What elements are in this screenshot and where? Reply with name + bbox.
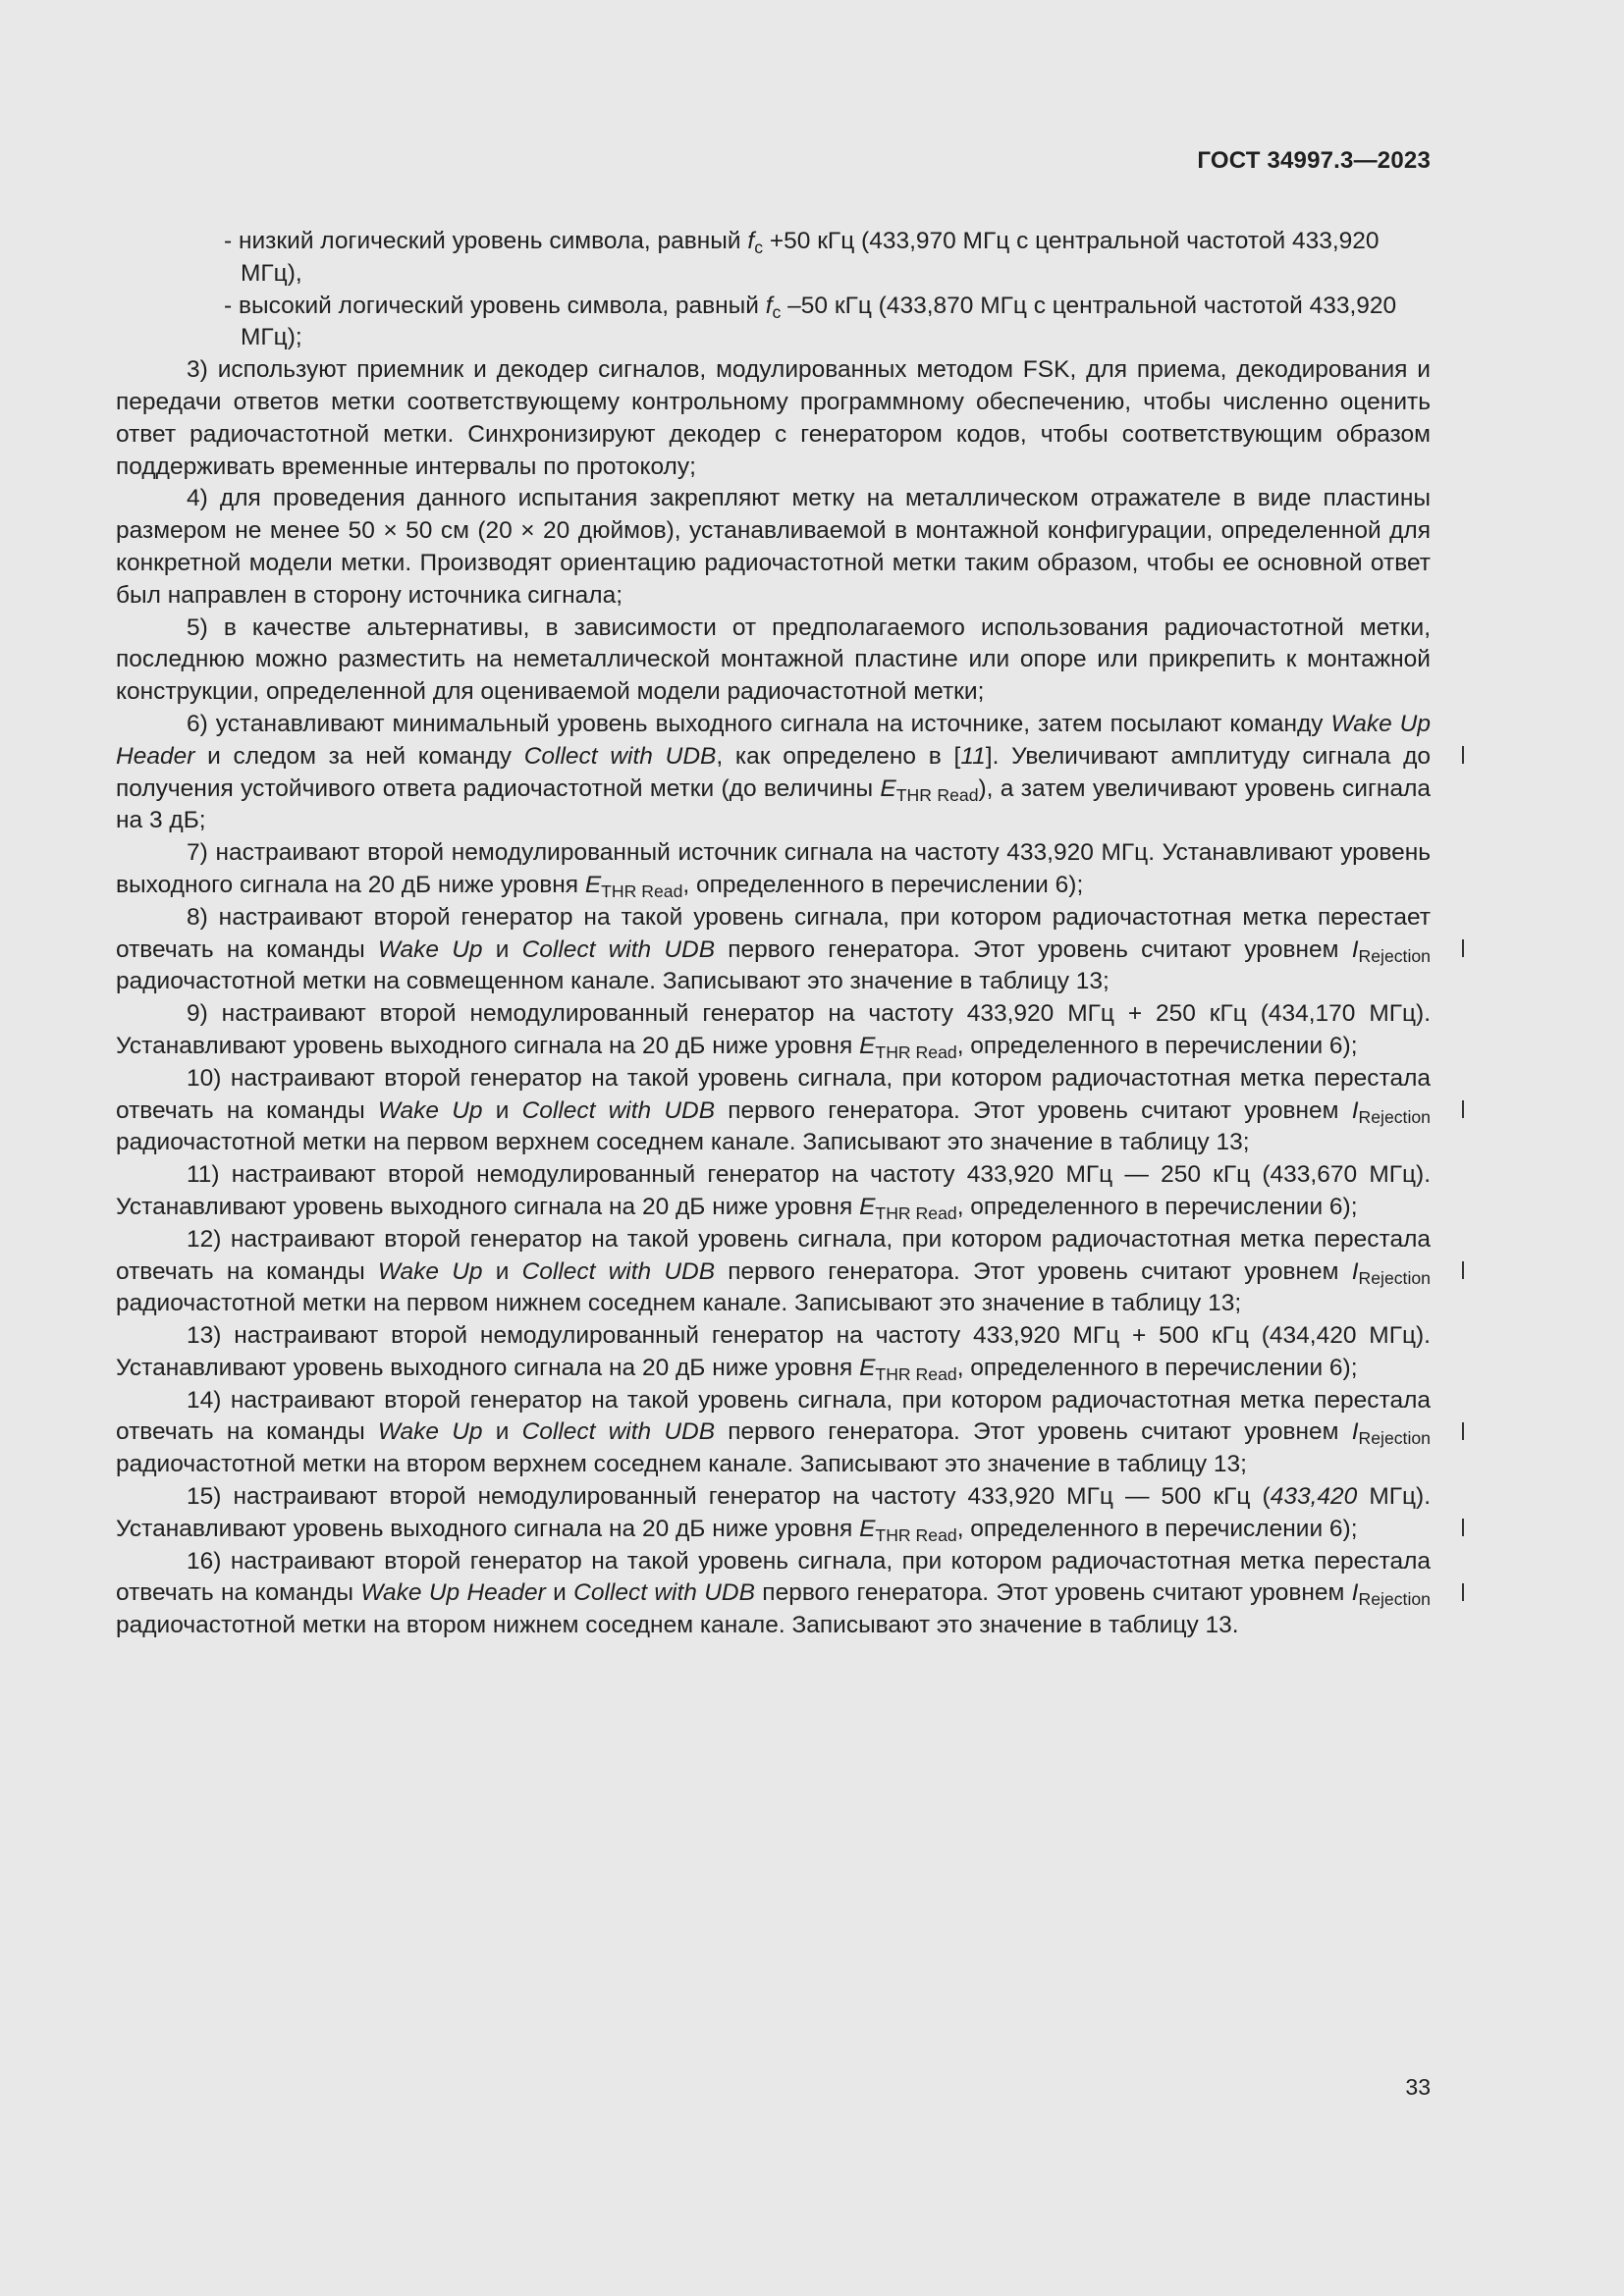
paragraph-7: 7) настраивают второй немодулированный источник сигнала на частоту 433,920 МГц. Устанавливают уровень выходного сигнала на 20 дБ ниже уровня $E_{THR Read}$, определенного в перечислении 6);: [116, 839, 1431, 901]
document-header: ГОСТ 34997.3—2023: [1197, 147, 1431, 174]
paragraph-13: 13) настраивают второй немодулированный генератор на частоту 433,920 МГц + 500 кГц (434,420 МГц). Устанавливают уровень выходного сигнала на 20 дБ ниже уровня $E_{THR Read}$, определенного в перечислении 6);: [116, 1322, 1431, 1384]
paragraph-9: 9) настраивают второй немодулированный генератор на частоту 433,920 МГц + 250 кГц (434,170 МГц). Устанавливают уровень выходного сигнала на 20 дБ ниже уровня $E_{THR Read}$, определенного в перечислении 6);: [116, 1000, 1431, 1062]
paragraph-4: 4) для проведения данного испытания закрепляют метку на металлическом отражателе в виде пластины размером не менее 50 × 50 см (20 × 20 дюймов), устанавливаемой в монтажной конфигурации, определенной для конкретной модели метки. Производят ориентацию радиочастотной метки таким образом, чтобы ее основной ответ был направлен в сторону источника сигнала;: [116, 485, 1431, 609]
paragraph-6: 6) устанавливают минимальный уровень выходного сигнала на источнике, затем посылают команду Wake Up Header и следом за ней команду Collect with UDB, как определено в [11]. Увеличивают амплитуду сигнала до получения устойчивого ответа радиочастотной метки (до величины $E_{THR Read}$), а затем увеличивают уровень сигнала на 3 дБ;: [116, 709, 1431, 837]
change-bar: [1462, 1583, 1464, 1601]
paragraph-16: 16) настраивают второй генератор на такой уровень сигнала, при котором радиочастотная метка перестала отвечать на команды Wake Up Header и Collect with UDB первого генератора. Этот уровень считают уровнем $I_{Rejection}$ радиочастотной метки на втором нижнем соседнем канале. Записывают это значение в таблицу 13.: [116, 1546, 1431, 1642]
paragraph-3: 3) используют приемник и декодер сигналов, модулированных методом FSK, для приема, декодирования и передачи ответов метки соответствующему контрольному программному обеспечению, чтобы численно оценить ответ радиочастотной метки. Синхронизируют декодер с генератором кодов, чтобы соответствующим образом поддерживать временные интервалы по протоколу;: [116, 356, 1431, 480]
change-bar: [1462, 1519, 1464, 1536]
paragraph-11: 11) настраивают второй немодулированный генератор на частоту 433,920 МГц — 250 кГц (433,670 МГц). Устанавливают уровень выходного сигнала на 20 дБ ниже уровня $E_{THR Read}$, определенного в перечислении 6);: [116, 1161, 1431, 1223]
paragraph-5: 5) в качестве альтернативы, в зависимости от предполагаемого использования радиочастотной метки, последнюю можно разместить на неметаллической монтажной пластине или опоре или прикрепить к монтажной конструкции, определенной для оцениваемой модели радиочастотной метки;: [116, 614, 1431, 706]
change-bar: [1462, 1261, 1464, 1279]
paragraph-14: 14) настраивают второй генератор на такой уровень сигнала, при котором радиочастотная метка перестала отвечать на команды Wake Up и Collect with UDB первого генератора. Этот уровень считают уровнем $I_{Rejection}$ радиочастотной метки на втором верхнем соседнем канале. Записывают это значение в таблицу 13;: [116, 1385, 1431, 1481]
list-item-low-level: - низкий логический уровень символа, равный $f_c +50$ кГц (433,970 МГц с центральной частотой 433,920 МГц),: [224, 228, 1380, 287]
change-bar: [1462, 746, 1464, 764]
change-bar: [1462, 1422, 1464, 1440]
change-bar: [1462, 1100, 1464, 1118]
paragraph-12: 12) настраивают второй генератор на такой уровень сигнала, при котором радиочастотная метка перестала отвечать на команды Wake Up и Collect with UDB первого генератора. Этот уровень считают уровнем $I_{Rejection}$ радиочастотной метки на первом нижнем соседнем канале. Записывают это значение в таблицу 13;: [116, 1224, 1431, 1320]
change-bar: [1462, 939, 1464, 957]
paragraph-10: 10) настраивают второй генератор на такой уровень сигнала, при котором радиочастотная метка перестала отвечать на команды Wake Up и Collect with UDB первого генератора. Этот уровень считают уровнем $I_{Rejection}$ радиочастотной метки на первом верхнем соседнем канале. Записывают это значение в таблицу 13;: [116, 1063, 1431, 1159]
paragraph-8: 8) настраивают второй генератор на такой уровень сигнала, при котором радиочастотная метка перестает отвечать на команды Wake Up и Collect with UDB первого генератора. Этот уровень считают уровнем $I_{Rejection}$ радиочастотной метки на совмещенном канале. Записывают это значение в таблицу 13;: [116, 902, 1431, 998]
paragraph-15: 15) настраивают второй немодулированный генератор на частоту 433,920 МГц — 500 кГц (433,420 МГц). Устанавливают уровень выходного сигнала на 20 дБ ниже уровня $E_{THR Read}$, определенного в перечислении 6);: [116, 1481, 1431, 1546]
page-number: 33: [1405, 2074, 1431, 2100]
page-body: [116, 226, 1431, 1642]
list-item-high-level: - высокий логический уровень символа, равный $f_c$ –50 кГц (433,870 МГц с центральной частотой 433,920 МГц);: [224, 292, 1397, 351]
